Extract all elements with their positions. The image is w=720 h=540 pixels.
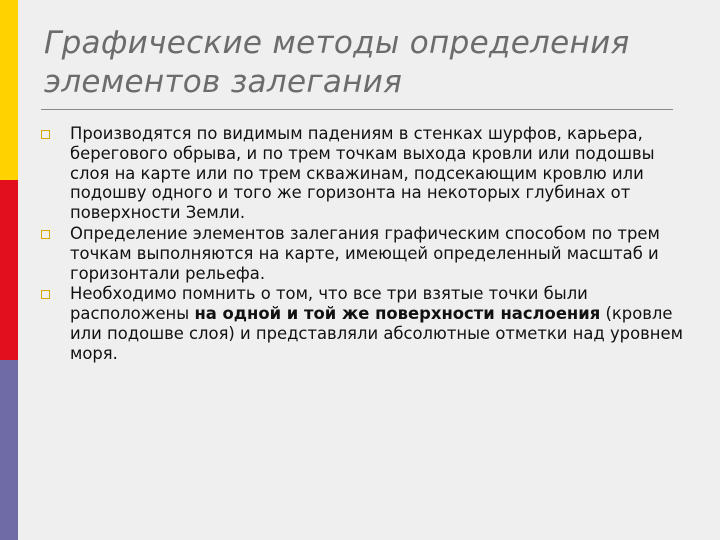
side-bar-purple: [0, 360, 18, 540]
bullet-item: [40, 284, 690, 363]
hollow-square-bullet-icon: [41, 290, 50, 299]
hollow-square-bullet-icon: [41, 230, 50, 239]
side-bar-red: [0, 180, 18, 360]
title-divider: [41, 109, 673, 110]
side-bar-yellow: [0, 0, 18, 180]
bullet-text: [70, 284, 683, 362]
bullet-text-emphasis: на одной и той же поверхности наслоения: [194, 304, 601, 324]
bullet-text: Производятся по видимым падениям в стенках шурфов, карьера, берегового обрыва, и по трем точкам выхода кровли или подошвы слоя на карте или по трем скважинам, подсекающим кровлю или подошву одного и того же горизонта на некоторых глубинах от поверхности Земли.: [70, 124, 655, 223]
hollow-square-bullet-icon: [41, 130, 50, 139]
bullet-text-before: Необходимо помнить о том, что все три взятые точки были расположены: [70, 284, 588, 324]
bullet-item: [40, 224, 690, 283]
bullet-list: [40, 124, 690, 365]
bullet-text-after: (кровле или подошве слоя) и представляли абсолютные отметки над уровнем моря.: [70, 304, 683, 363]
bullet-item: [40, 124, 690, 223]
slide-title: Графические методы определения элементов залегания: [44, 25, 630, 100]
bullet-text: Определение элементов залегания графическим способом по трем точкам выполняются на карте, имеющей определенный масштаб и горизонтали рельефа.: [70, 223, 660, 283]
